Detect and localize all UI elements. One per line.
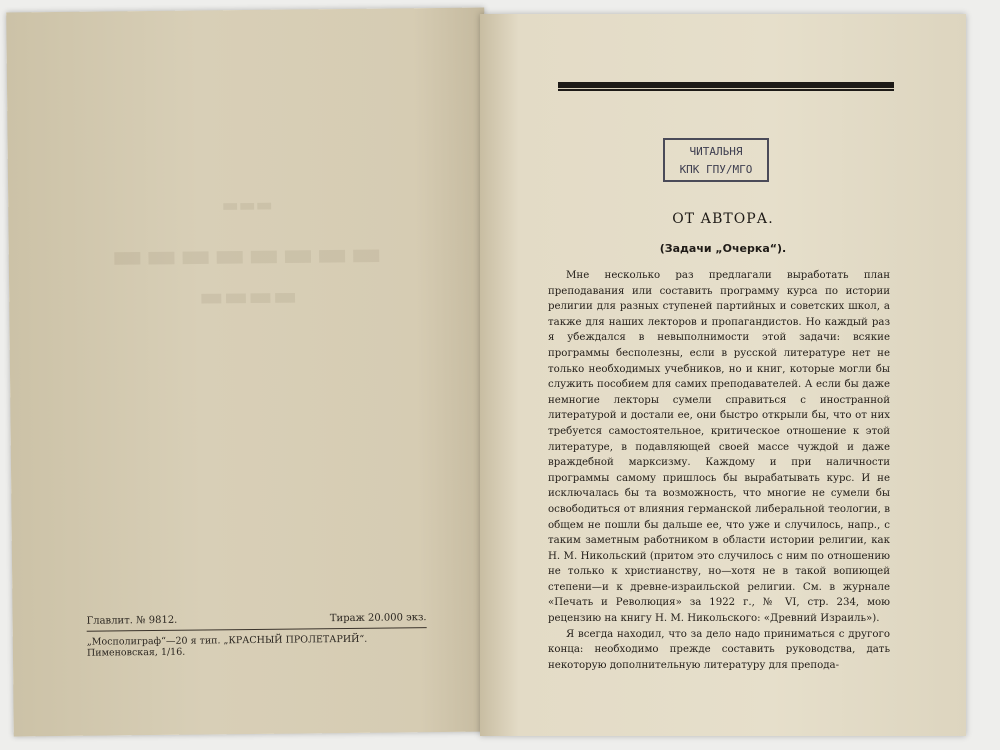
library-stamp <box>663 138 769 182</box>
printer-line: „Мосполиграф“—20 я тип. „КРАСНЫЙ ПРОЛЕТАРИЙ“. Пименовская, 1/16. <box>87 627 427 659</box>
right-page <box>480 14 966 736</box>
stamp-line-2: КПК ГПУ/МГО <box>679 163 753 176</box>
stamp-line-1: ЧИТАЛЬНЯ <box>689 145 743 158</box>
body-text <box>548 268 890 673</box>
paragraph-1: Мне несколько раз предлагали выработать план преподавания или составить программу курса по истории религии для разных ступеней партийных и советских школ, а также для наших лекторов и пропагандистов. Но каждый раз я убеждался в невыполнимости этой задачи: всякие программы бесполезны, если в русской литературе нет не только необходимых учебников, но и книг, которые могли бы служить пособием для самих преподавателей. А если бы даже немногие лекторы сумели справиться с иностранной литературой и достали ее, они быстро открыли бы, что от них требуется самостоятельное, критическое отношение к этой литературе, в подавляющей своей массе чуждой и даже враждебной марксизму. Каждому и при наличности программы самому пришлось бы вырабатывать курс. И не исключалась бы та возможность, что многие не сумели бы освободиться от влияния германской либеральной теологии, в общем не пошли бы дальше ее, что уже и случилось, напр., с таким заметным работником в области истории религии, как Н. М. Никольский (притом это случилось с ним по отношению не только к христианству, но—хотя не в такой вопиющей степени—и к древне-израильской религии. См. в журнале «Печать и Революция» за 1922 г., № VI, стр. 234, мою рецензию на книгу Н. М. Никольского: «Древний Израиль»). <box>548 270 890 625</box>
show-through-title: ▬▬▬▬▬▬▬▬ <box>111 233 385 277</box>
header-rule <box>558 82 894 89</box>
imprint <box>87 612 427 659</box>
glavlit-number: Главлит. № 9812. <box>86 614 178 627</box>
page-title: ОТ АВТОРА. <box>672 211 774 227</box>
paragraph-2: Я всегда находил, что за дело надо приниматься с другого конца: необходимо прежде составить руководства, дать некоторую дополнительную литературу для препода- <box>548 628 890 671</box>
left-page <box>6 8 492 737</box>
show-through-subtitle: ▬▬▬▬ <box>198 281 298 313</box>
print-run: Тираж 20.000 экз. <box>329 612 427 625</box>
show-through-text: ▬▬▬ <box>221 194 273 217</box>
page-subtitle: (Задачи „Очерка“). <box>659 242 787 255</box>
